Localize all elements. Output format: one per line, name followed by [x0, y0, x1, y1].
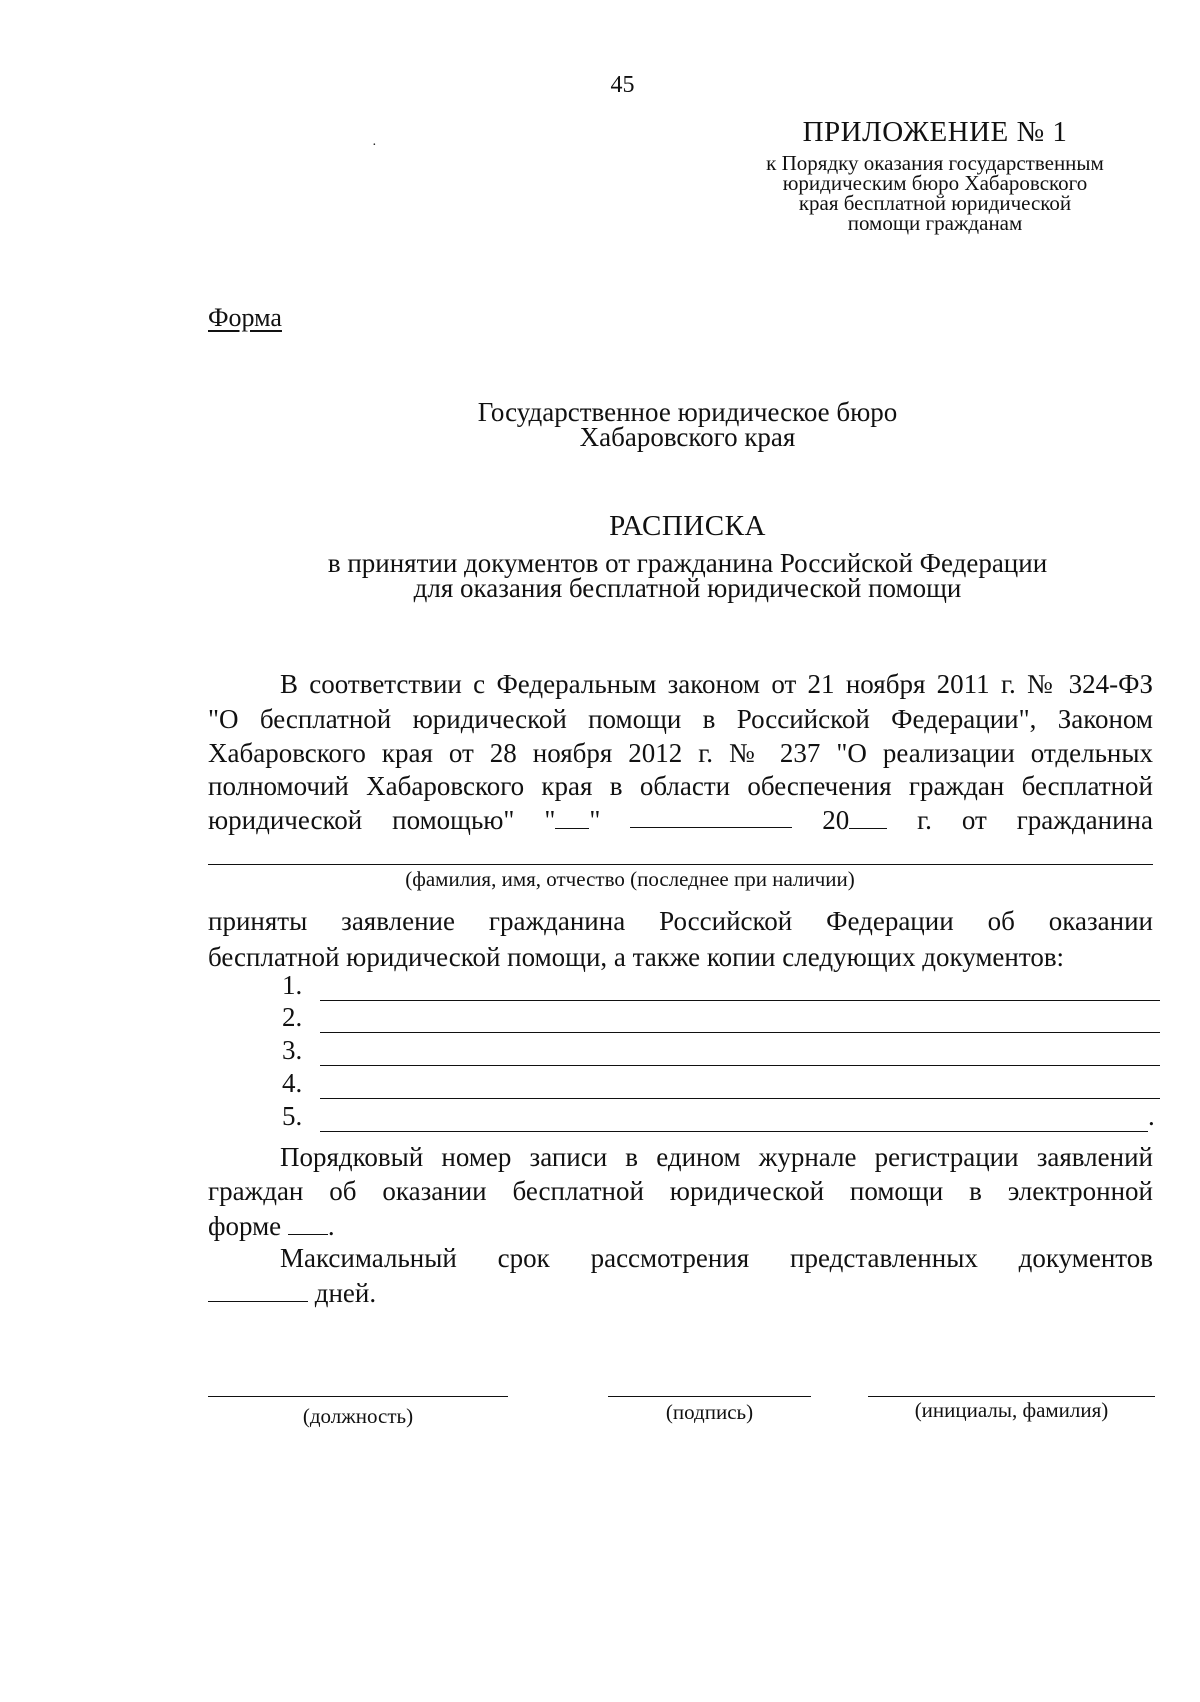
document-blank — [320, 1105, 1148, 1132]
document-number: 5. — [282, 1101, 303, 1131]
document-blank — [320, 1006, 1160, 1033]
fio-caption: (фамилия, имя, отчество (последнее при наличии) — [405, 867, 855, 891]
document-blank — [320, 1072, 1160, 1099]
paragraph-line — [208, 1209, 1153, 1243]
paragraph-line: "О бесплатной юридической помощи в Российской Федерации", Законом — [208, 704, 1153, 734]
month-blank — [630, 803, 792, 828]
paragraph-line: Порядковый номер записи в едином журнале регистрации заявлений — [280, 1142, 1153, 1172]
form-label: Форма — [208, 303, 282, 332]
paragraph-word: от — [961, 805, 987, 835]
paragraph-word: дней. — [314, 1278, 377, 1308]
document-row — [282, 1101, 1155, 1132]
document-blank — [320, 1039, 1160, 1066]
annex-title: ПРИЛОЖЕНИЕ № 1 — [802, 116, 1068, 148]
position-signature-line — [208, 1396, 508, 1397]
paragraph-line: Максимальный срок рассмотрения представленных документов — [280, 1243, 1153, 1273]
days-blank — [208, 1277, 308, 1302]
document-row — [282, 1002, 1160, 1033]
document-number: 2. — [282, 1002, 303, 1032]
page-number: 45 — [610, 72, 635, 98]
paragraph-end: . — [327, 1211, 335, 1241]
scan-dot: · — [372, 138, 377, 153]
fio-blank-line — [208, 864, 1153, 865]
receipt-title: РАСПИСКА — [609, 510, 766, 542]
document-row — [282, 1035, 1160, 1066]
paragraph-word: форме — [208, 1211, 282, 1241]
paragraph-word: гражданина — [1016, 805, 1153, 835]
paragraph-word: помощью" — [392, 805, 515, 835]
signature-caption: (подпись) — [665, 1400, 754, 1424]
receipt-subtitle: для оказания бесплатной юридической помощи — [413, 573, 962, 603]
day-blank — [555, 804, 589, 829]
document-row — [282, 1068, 1160, 1099]
paragraph-line: бесплатной юридической помощи, а также копии следующих документов: — [208, 942, 1065, 972]
year-prefix: 20 — [822, 805, 850, 835]
document-row — [282, 970, 1160, 1001]
receipt-subtitle: в принятии документов от гражданина Российской Федерации — [327, 548, 1048, 578]
paragraph-word: юридической — [208, 805, 363, 835]
annex-line: юридическим бюро Хабаровского — [782, 171, 1088, 195]
document-number: 3. — [282, 1035, 303, 1065]
year-blank — [849, 804, 887, 829]
paragraph-word: г. — [917, 805, 932, 835]
paragraph-line: Хабаровского края от 28 ноября 2012 г. № 237 "О реализации отдельных — [208, 738, 1153, 768]
paragraph-line — [208, 1276, 1153, 1310]
document-blank — [320, 974, 1160, 1001]
organization-line: Хабаровского края — [579, 422, 796, 452]
position-caption: (должность) — [302, 1404, 414, 1428]
initials-caption: (инициалы, фамилия) — [914, 1398, 1109, 1422]
day-field — [544, 803, 600, 837]
organization-line: Государственное юридическое бюро — [477, 397, 898, 427]
date-line — [208, 803, 1153, 837]
document-number: 1. — [282, 970, 303, 1000]
year-field — [822, 803, 887, 837]
annex-line: края бесплатной юридической — [798, 191, 1072, 215]
document-number: 4. — [282, 1068, 303, 1098]
initials-signature-line — [868, 1396, 1155, 1397]
paragraph-line: приняты заявление гражданина Российской Федерации об оказании — [208, 906, 1153, 936]
annex-line: помощи гражданам — [847, 211, 1023, 235]
annex-line: к Порядку оказания государственным — [766, 151, 1104, 175]
paragraph-line: полномочий Хабаровского края в области обеспечения граждан бесплатной — [208, 771, 1153, 801]
document-end-period: . — [1148, 1101, 1155, 1131]
signature-line — [608, 1396, 811, 1397]
quote-open: " — [544, 805, 556, 835]
paragraph-line: граждан об оказании бесплатной юридической помощи в электронной — [208, 1176, 1153, 1206]
quote-close: " — [589, 805, 601, 835]
paragraph-line: В соответствии с Федеральным законом от 21 ноября 2011 г. № 324-ФЗ — [280, 669, 1153, 699]
record-number-blank — [288, 1210, 328, 1235]
